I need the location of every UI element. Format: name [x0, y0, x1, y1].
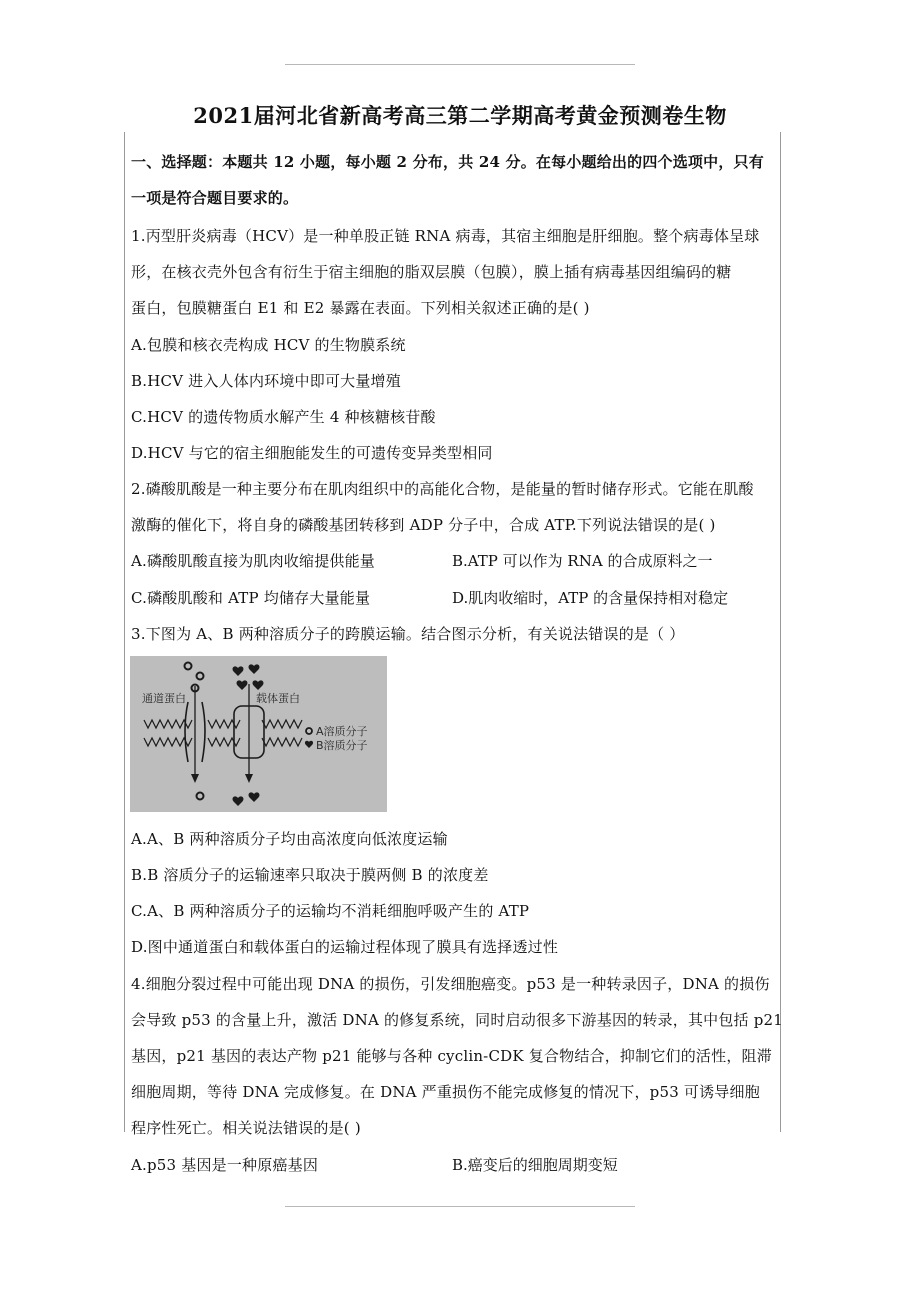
q2-stem-line1: 2.磷酸肌酸是一种主要分布在肌肉组织中的高能化合物，是能量的暂时储存形式。它能在肌酸: [131, 480, 754, 498]
q1-option-a: A.包膜和核衣壳构成 HCV 的生物膜系统: [131, 336, 406, 354]
q1-option-d: D.HCV 与它的宿主细胞能发生的可遗传变异类型相同: [131, 444, 493, 462]
q4-stem-line3: 基因，p21 基因的表达产物 p21 能够与各种 cyclin-CDK 复合物结合，抑制它们的活性，阻滞: [131, 1047, 772, 1065]
q4-stem-line5: 程序性死亡。相关说法错误的是( ): [131, 1119, 361, 1137]
q3-option-a: A.A、B 两种溶质分子均由高浓度向低浓度运输: [131, 830, 448, 848]
q4-option-a: A.p53 基因是一种原癌基因: [131, 1156, 319, 1174]
section-heading-line1: 一、选择题：本题共 12 小题，每小题 2 分布，共 24 分。在每小题给出的四个选项中，只有: [131, 153, 764, 171]
membrane-transport-figure: [130, 656, 387, 812]
q3-option-b: B.B 溶质分子的运输速率只取决于膜两侧 B 的浓度差: [131, 866, 489, 884]
q3-stem-line1: 3.下图为 A、B 两种溶质分子的跨膜运输。结合图示分析，有关说法错误的是（ ）: [131, 625, 685, 643]
q1-stem-line3: 蛋白，包膜糖蛋白 E1 和 E2 暴露在表面。下列相关叙述正确的是( ): [131, 299, 590, 317]
q1-option-b: B.HCV 进入人体内环境中即可大量增殖: [131, 372, 401, 390]
q1-option-c: C.HCV 的遗传物质水解产生 4 种核糖核苷酸: [131, 408, 436, 426]
q3-option-d: D.图中通道蛋白和载体蛋白的运输过程体现了膜具有选择透过性: [131, 938, 559, 956]
q1-stem-line1: 1.丙型肝炎病毒（HCV）是一种单股正链 RNA 病毒，其宿主细胞是肝细胞。整个病毒体呈球: [131, 227, 760, 245]
page-title: 2021届河北省新高考高三第二学期高考黄金预测卷生物: [193, 103, 727, 128]
q2-option-d: D.肌肉收缩时，ATP 的含量保持相对稳定: [452, 589, 729, 607]
legend-a-label: A溶质分子: [316, 725, 368, 738]
carrier-protein-label: 载体蛋白: [256, 692, 300, 705]
q4-option-b: B.癌变后的细胞周期变短: [452, 1156, 618, 1174]
q2-option-a: A.磷酸肌酸直接为肌肉收缩提供能量: [131, 552, 376, 570]
left-margin-line: [124, 132, 125, 1132]
q2-option-b: B.ATP 可以作为 RNA 的合成原料之一: [452, 552, 713, 570]
legend-b-label: B溶质分子: [316, 739, 368, 752]
q4-stem-line1: 4.细胞分裂过程中可能出现 DNA 的损伤，引发细胞癌变。p53 是一种转录因子，DNA 的损伤: [131, 975, 770, 993]
q2-stem-line2: 激酶的催化下，将自身的磷酸基团转移到 ADP 分子中，合成 ATP.下列说法错误的是( ): [131, 516, 716, 534]
header-rule: [285, 64, 635, 65]
section-heading-line2: 一项是符合题目要求的。: [131, 189, 299, 207]
footer-rule: [285, 1206, 635, 1207]
q2-option-c: C.磷酸肌酸和 ATP 均储存大量能量: [131, 589, 371, 607]
channel-protein-label: 通道蛋白: [142, 692, 186, 705]
q3-option-c: C.A、B 两种溶质分子的运输均不消耗细胞呼吸产生的 ATP: [131, 902, 530, 920]
q4-stem-line2: 会导致 p53 的含量上升，激活 DNA 的修复系统，同时启动很多下游基因的转录，其中包括 p21: [131, 1011, 784, 1029]
q4-stem-line4: 细胞周期，等待 DNA 完成修复。在 DNA 严重损伤不能完成修复的情况下，p53 可诱导细胞: [131, 1083, 760, 1101]
q1-stem-line2: 形，在核衣壳外包含有衍生于宿主细胞的脂双层膜（包膜），膜上插有病毒基因组编码的糖: [131, 263, 732, 281]
